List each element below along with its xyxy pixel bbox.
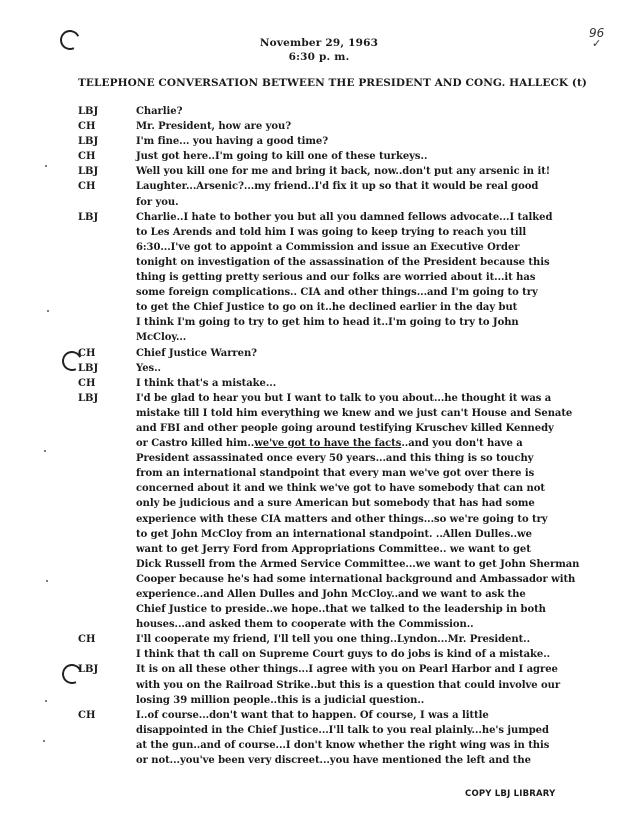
transcript-entry	[78, 149, 628, 164]
utterance-line: to get the Chief Justice to go on it..he declined earlier in the day but	[136, 302, 518, 314]
utterance-line: Yes..	[136, 362, 161, 374]
utterance-line: Well you kill one for me and bring it back, now..don't put any arsenic in it!	[136, 166, 551, 178]
transcript-entry	[78, 632, 628, 662]
transcript-entry	[78, 391, 628, 633]
utterance-line: disappointed in the Chief Justice...I'll talk to you real plainly...he's jumped	[136, 724, 549, 736]
utterance-line: for you.	[136, 196, 179, 208]
transcript-entry	[78, 179, 628, 209]
utterance-line: I'd be glad to hear you but I want to talk to you about...he thought it was a	[136, 392, 552, 404]
utterance-text: ..and you don't have a	[401, 438, 523, 450]
utterance-line: Mr. President, how are you?	[136, 121, 292, 133]
transcript-entry	[78, 346, 628, 361]
speaker-label: CH	[78, 347, 96, 359]
transcript-entry	[78, 104, 628, 119]
utterance-line: Dick Russell from the Armed Service Committee...we want to get John Sherman	[136, 558, 580, 570]
scan-speck	[45, 165, 47, 167]
utterance-line: at the gun..and of course...I don't know whether the right wing was in this	[136, 739, 550, 751]
utterance-line: and FBI and other people going around testifying Kruschev killed Kennedy	[136, 422, 554, 434]
utterance-line: or not...you've been very discreet...you have mentioned the left and the	[136, 755, 531, 767]
utterance-line: Just got here..I'm going to kill one of these turkeys..	[136, 151, 428, 163]
utterance-line: mistake till I told him everything we knew and we just can't House and Senate	[136, 407, 573, 419]
utterance-line: with you on the Railroad Strike..but this is a question that could involve our	[136, 679, 561, 691]
utterance-line: I think I'm going to try to get him to head it..I'm going to try to John	[136, 317, 519, 329]
scan-speck	[45, 700, 47, 702]
transcript-entry	[78, 376, 628, 391]
utterance-line	[136, 436, 628, 451]
utterance-line: some foreign complications.. CIA and other things...and I'm going to try	[136, 287, 538, 299]
utterance-line: from an international standpoint that every man we've got over there is	[136, 468, 535, 480]
utterance-line: losing 39 million people..this is a judicial question..	[136, 694, 425, 706]
utterance-line: I think that's a mistake...	[136, 377, 277, 389]
utterance-line: concerned about it and we think we've got to have somebody that can not	[136, 483, 545, 495]
transcript-entry	[78, 210, 628, 346]
utterance-line: I..of course...don't want that to happen. Of course, I was a little	[136, 709, 489, 721]
transcript-entry	[78, 164, 628, 179]
speaker-label: LBJ	[78, 106, 99, 117]
document-time: 6:30 p. m.	[288, 51, 350, 63]
utterance-line: want to get Jerry Ford from Appropriations Committee.. we want to get	[136, 543, 531, 555]
utterance-line: only be judicious and a sure American but somebody that has had some	[136, 498, 535, 510]
scan-speck	[46, 580, 48, 582]
archive-stamp: COPY LBJ LIBRARY	[465, 789, 556, 799]
utterance-line: It is on all these other things...I agree with you on Pearl Harbor and I agree	[136, 664, 558, 676]
transcript-entry	[78, 119, 628, 134]
utterance-line: Charlie..I hate to bother you but all you damned fellows advocate...I talked	[136, 211, 553, 223]
document-title: TELEPHONE CONVERSATION BETWEEN THE PRESIDENT AND CONG. HALLECK (t)	[78, 77, 587, 89]
utterance-line: I'm fine... you having a good time?	[136, 136, 329, 148]
scan-speck	[43, 740, 45, 742]
transcript-entry	[78, 708, 628, 768]
utterance-line: experience..and Allen Dulles and John McCloy..and we want to ask the	[136, 589, 526, 600]
utterance-line: I think that th call on Supreme Court guys to do jobs is kind of a mistake..	[136, 649, 551, 661]
speaker-label: CH	[78, 181, 96, 193]
utterance-line: experience with these CIA matters and other things...so we're going to try	[136, 513, 548, 525]
speaker-label: CH	[78, 634, 96, 646]
scan-speck	[47, 310, 49, 312]
utterance-line: Charlie?	[136, 106, 183, 117]
speaker-label: LBJ	[78, 664, 99, 676]
underlined-phrase: we've got to have the facts	[254, 438, 402, 450]
speaker-label: CH	[78, 121, 96, 133]
utterance-line: President assassinated once every 50 years...and this thing is so touchy	[136, 453, 534, 465]
speaker-label: CH	[78, 377, 96, 389]
utterance-line: 6:30...I've got to appoint a Commission and issue an Executive Order	[136, 241, 520, 253]
document-date: November 29, 1963	[259, 37, 379, 49]
utterance-line: Chief Justice Warren?	[136, 347, 257, 359]
transcript-entry	[78, 662, 628, 707]
handwritten-page-number: 96 ✓	[589, 26, 605, 50]
speaker-label: LBJ	[78, 136, 99, 148]
speaker-label: LBJ	[78, 166, 99, 178]
utterance-line: to get John McCloy from an international standpoint. ..Allen Dulles..we	[136, 528, 532, 540]
utterance-line: McCloy...	[136, 332, 187, 344]
utterance-line: I'll cooperate my friend, I'll tell you one thing..Lyndon...Mr. President..	[136, 634, 531, 646]
utterance-line: houses...and asked them to cooperate with the Commission..	[136, 619, 474, 631]
transcript-entry	[78, 134, 628, 149]
transcript-entry	[78, 361, 628, 376]
speaker-label: LBJ	[78, 211, 99, 223]
speaker-label: LBJ	[78, 392, 99, 404]
utterance-line: tonight on investigation of the assassination of the President because this	[136, 256, 550, 268]
utterance-line: Chief Justice to preside..we hope..that we talked to the leadership in both	[136, 604, 546, 616]
transcript	[78, 104, 628, 768]
scan-speck	[44, 450, 46, 452]
utterance-text: or Castro killed him..	[136, 438, 255, 450]
speaker-label: CH	[78, 709, 96, 721]
utterance-line: thing is getting pretty serious and our folks are worried about it...it has	[136, 272, 536, 284]
speaker-label: LBJ	[78, 362, 99, 374]
utterance-line: Cooper because he's had some international background and Ambassador with	[136, 573, 576, 585]
utterance-line: Laughter...Arsenic?...my friend..I'd fix it up so that it would be real good	[136, 181, 539, 193]
utterance-line: to Les Arends and told him I was going to keep trying to reach you till	[136, 226, 527, 238]
speaker-label: CH	[78, 151, 96, 163]
